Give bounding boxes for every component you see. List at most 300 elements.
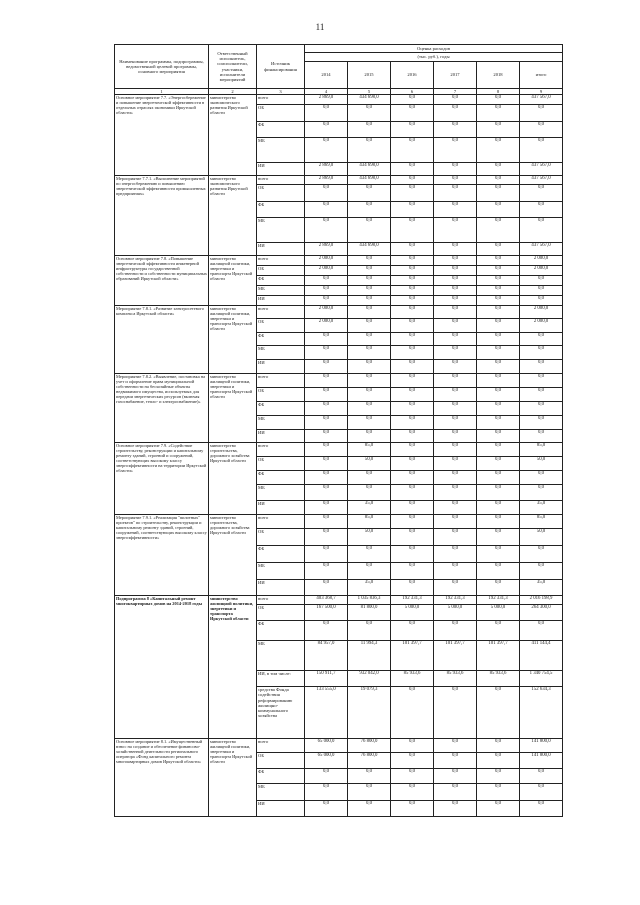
year-value: 0,0 <box>391 416 434 430</box>
year-value: 0,0 <box>305 784 348 801</box>
year-value: 0,0 <box>434 286 477 296</box>
year-value: 0,0 <box>391 138 434 163</box>
year-value: 0,0 <box>305 621 348 641</box>
total-value: 50,0 <box>520 529 563 546</box>
year-value: 0,0 <box>305 515 348 529</box>
total-value: 2 000,0 <box>520 319 563 333</box>
year-value: 0,0 <box>477 163 520 176</box>
funding-source: всего <box>257 515 305 529</box>
year-value: 0,0 <box>477 515 520 529</box>
year-value: 0,0 <box>391 333 434 346</box>
header-source: Источник финансирования <box>257 45 305 89</box>
year-value: 0,0 <box>477 784 520 801</box>
total-value: 1 340 754,5 <box>520 671 563 687</box>
year-value: 192 331,3 <box>391 596 434 605</box>
funding-source: ОБ <box>257 185 305 202</box>
total-value: 0,0 <box>520 388 563 402</box>
year-value: 0,0 <box>434 471 477 485</box>
year-value: 0,0 <box>477 580 520 596</box>
year-value: 150 911,7 <box>305 671 348 687</box>
year-value: 0,0 <box>391 185 434 202</box>
year-value: 0,0 <box>305 122 348 138</box>
year-value: 0,0 <box>391 471 434 485</box>
year-value: 0,0 <box>391 739 434 753</box>
year-value: 2 869,0 <box>305 243 348 256</box>
measure-name: Подпрограмма 8 «Капитальный ремонт многоквартирных домов на 2014-2018 годы <box>115 596 209 739</box>
year-value: 0,0 <box>305 402 348 416</box>
year-value: 0,0 <box>477 739 520 753</box>
year-value: 85 933,6 <box>391 671 434 687</box>
column-number: 1 <box>115 89 209 95</box>
year-value: 0,0 <box>348 485 391 501</box>
year-value: 0,0 <box>391 95 434 105</box>
budget-table <box>114 44 563 817</box>
funding-source: ИИ <box>257 296 305 306</box>
total-value: 0,0 <box>520 286 563 296</box>
year-value: 0,0 <box>348 416 391 430</box>
year-value: 0,0 <box>477 360 520 374</box>
year-value: 0,0 <box>434 402 477 416</box>
year-value: 0,0 <box>391 374 434 388</box>
funding-source: всего <box>257 95 305 105</box>
funding-source: МБ <box>257 641 305 671</box>
year-value: 0,0 <box>434 769 477 784</box>
year-value: 0,0 <box>348 801 391 817</box>
funding-source: МБ <box>257 286 305 296</box>
total-value: 141 800,0 <box>520 753 563 769</box>
year-value: 0,0 <box>434 784 477 801</box>
header-year: 2015 <box>348 62 391 89</box>
year-value: 0,0 <box>348 202 391 218</box>
year-value: 0,0 <box>477 176 520 185</box>
funding-source: ФБ <box>257 546 305 563</box>
total-value: 0,0 <box>520 185 563 202</box>
year-value: 0,0 <box>391 430 434 443</box>
year-value: 0,0 <box>305 388 348 402</box>
year-value: 0,0 <box>391 529 434 546</box>
total-value: 50,0 <box>520 457 563 471</box>
year-value: 0,0 <box>434 443 477 457</box>
total-value: 0,0 <box>520 563 563 580</box>
year-value: 0,0 <box>391 457 434 471</box>
year-value: 0,0 <box>434 546 477 563</box>
year-value: 0,0 <box>434 176 477 185</box>
year-value: 0,0 <box>305 580 348 596</box>
year-value: 101 397,7 <box>477 641 520 671</box>
responsible-executor: министерство строительства, дорожного хозяйства Иркутской области <box>209 515 257 596</box>
year-value: 0,0 <box>477 306 520 319</box>
total-value: 0,0 <box>520 485 563 501</box>
year-value: 0,0 <box>477 286 520 296</box>
year-value: 0,0 <box>305 218 348 243</box>
year-value: 403 368,7 <box>305 596 348 605</box>
year-value: 0,0 <box>305 430 348 443</box>
year-value: 0,0 <box>348 563 391 580</box>
year-value: 2 869,0 <box>305 95 348 105</box>
header-estimate: Оценка расходов <box>305 45 563 53</box>
total-value: 0,0 <box>520 202 563 218</box>
year-value: 0,0 <box>477 202 520 218</box>
year-value: 0,0 <box>348 546 391 563</box>
year-value: 101 397,7 <box>391 641 434 671</box>
total-value: 0,0 <box>520 471 563 485</box>
year-value: 434 698,0 <box>348 163 391 176</box>
total-value: 2 000,0 <box>520 306 563 319</box>
year-value: 0,0 <box>348 105 391 122</box>
year-value: 0,0 <box>434 122 477 138</box>
year-value: 0,0 <box>348 266 391 276</box>
total-value: 2 000,0 <box>520 256 563 266</box>
year-value: 0,0 <box>434 105 477 122</box>
year-value: 0,0 <box>305 471 348 485</box>
header-units: (тыс. руб.), годы <box>305 53 563 62</box>
funding-source: ОБ <box>257 605 305 621</box>
funding-source: ИИ <box>257 243 305 256</box>
year-value: 0,0 <box>391 402 434 416</box>
total-value: 0,0 <box>520 105 563 122</box>
funding-source: всего <box>257 256 305 266</box>
measure-name: Основное мероприятие 7.8. «Повышение энергетической эффективности инженерной инфраструктуры государственной собственности и собственности муниципальных образований Иркутской области» <box>115 256 209 306</box>
year-value: 0,0 <box>477 95 520 105</box>
year-value: 0,0 <box>305 769 348 784</box>
funding-source: ИИ <box>257 580 305 596</box>
year-value: 434 698,0 <box>348 95 391 105</box>
total-value: 411 144,4 <box>520 641 563 671</box>
year-value: 85,0 <box>348 443 391 457</box>
year-value: 0,0 <box>348 430 391 443</box>
funding-source: ФБ <box>257 276 305 286</box>
year-value: 5 000,0 <box>434 605 477 621</box>
responsible-executor: министерство жилищной политики, энергетики и транспорта Иркутской области <box>209 306 257 374</box>
year-value: 0,0 <box>348 185 391 202</box>
year-value: 0,0 <box>477 402 520 416</box>
funding-source: всего <box>257 596 305 605</box>
year-value: 0,0 <box>348 388 391 402</box>
year-value: 2 869,0 <box>305 163 348 176</box>
year-value: 0,0 <box>477 319 520 333</box>
table-row <box>115 739 563 753</box>
funding-source: ФБ <box>257 621 305 641</box>
year-value: 1 035 836,3 <box>348 596 391 605</box>
total-value: 0,0 <box>520 360 563 374</box>
table-row <box>115 306 563 319</box>
table-row <box>115 374 563 388</box>
funding-source: ОБ <box>257 105 305 122</box>
year-value: 0,0 <box>391 753 434 769</box>
column-number: 8 <box>477 89 520 95</box>
year-value: 0,0 <box>391 784 434 801</box>
year-value: 192 331,3 <box>434 596 477 605</box>
column-number: 3 <box>257 89 305 95</box>
funding-source: всего <box>257 443 305 457</box>
year-value: 0,0 <box>434 333 477 346</box>
year-value: 0,0 <box>477 457 520 471</box>
funding-source: МБ <box>257 563 305 580</box>
year-value: 0,0 <box>391 360 434 374</box>
column-number: 9 <box>520 89 563 95</box>
funding-source: ИИ <box>257 501 305 515</box>
year-value: 0,0 <box>348 276 391 286</box>
year-value: 0,0 <box>391 266 434 276</box>
total-value: 2 000,0 <box>520 266 563 276</box>
year-value: 2 000,0 <box>305 319 348 333</box>
measure-name: Мероприятие 7.7.1. «Выполнение мероприятий по энергосбережению и повышению энергетической эффективности промышленных предприятиях» <box>115 176 209 256</box>
funding-source: ФБ <box>257 769 305 784</box>
year-value: 2 000,0 <box>305 266 348 276</box>
year-value: 0,0 <box>348 319 391 333</box>
year-value: 0,0 <box>477 388 520 402</box>
column-number: 7 <box>434 89 477 95</box>
responsible-executor: министерство жилищной политики, энергетики и транспорта Иркутской области <box>209 374 257 443</box>
funding-source: ОБ <box>257 457 305 471</box>
year-value: 0,0 <box>391 296 434 306</box>
year-value: 434 698,0 <box>348 243 391 256</box>
total-value: 0,0 <box>520 218 563 243</box>
year-value: 0,0 <box>434 580 477 596</box>
year-value: 50,0 <box>348 529 391 546</box>
total-value: 437 567,0 <box>520 176 563 185</box>
column-number: 2 <box>209 89 257 95</box>
year-value: 0,0 <box>305 443 348 457</box>
column-number: 6 <box>391 89 434 95</box>
year-value: 0,0 <box>477 563 520 580</box>
funding-source: ИИ <box>257 163 305 176</box>
year-value: 19 079,3 <box>348 687 391 739</box>
year-value: 0,0 <box>391 176 434 185</box>
year-value: 0,0 <box>348 471 391 485</box>
year-value: 0,0 <box>305 296 348 306</box>
year-value: 0,0 <box>305 202 348 218</box>
year-value: 0,0 <box>434 801 477 817</box>
year-value: 0,0 <box>434 416 477 430</box>
header-year: 2014 <box>305 62 348 89</box>
year-value: 0,0 <box>348 402 391 416</box>
year-value: 0,0 <box>391 801 434 817</box>
funding-source: всего <box>257 739 305 753</box>
funding-source: всего <box>257 176 305 185</box>
year-value: 0,0 <box>434 430 477 443</box>
year-value: 0,0 <box>434 515 477 529</box>
year-value: 50,0 <box>348 457 391 471</box>
year-value: 0,0 <box>434 457 477 471</box>
year-value: 0,0 <box>391 256 434 266</box>
year-value: 0,0 <box>434 306 477 319</box>
year-value: 0,0 <box>391 501 434 515</box>
year-value: 0,0 <box>348 374 391 388</box>
funding-source: всего <box>257 306 305 319</box>
year-value: 932 042,0 <box>348 671 391 687</box>
year-value: 0,0 <box>434 163 477 176</box>
header-year: 2017 <box>434 62 477 89</box>
year-value: 0,0 <box>305 276 348 286</box>
year-value: 0,0 <box>477 801 520 817</box>
year-value: 0,0 <box>434 319 477 333</box>
total-value: 0,0 <box>520 546 563 563</box>
year-value: 0,0 <box>434 485 477 501</box>
funding-source: МБ <box>257 416 305 430</box>
measure-name: Мероприятие 7.8.2. «Выявление, постановка на учет и оформление права муниципальной собственности на бесхозяйные объекты недвижимого имущества, используемых для передачи энергетических ресурсов (включая газоснабжение, тепло- и электроснабжение)» <box>115 374 209 443</box>
funding-source: ФБ <box>257 471 305 485</box>
funding-source: ФБ <box>257 202 305 218</box>
year-value: 0,0 <box>477 122 520 138</box>
funding-source: ИИ <box>257 430 305 443</box>
funding-source: МБ <box>257 784 305 801</box>
year-value: 0,0 <box>434 529 477 546</box>
year-value: 0,0 <box>477 266 520 276</box>
year-value: 0,0 <box>477 501 520 515</box>
year-value: 2 000,0 <box>305 306 348 319</box>
year-value: 0,0 <box>391 687 434 739</box>
year-value: 0,0 <box>434 753 477 769</box>
year-value: 0,0 <box>305 563 348 580</box>
total-value: 141 800,0 <box>520 739 563 753</box>
funding-source: всего <box>257 374 305 388</box>
header-year: 2016 <box>391 62 434 89</box>
total-value: 0,0 <box>520 430 563 443</box>
year-value: 0,0 <box>391 769 434 784</box>
year-value: 0,0 <box>305 333 348 346</box>
measure-name: Основное мероприятие 7.7. «Энергосбережение и повышение энергетической эффективности в отдельных отраслях экономики Иркутской области» <box>115 95 209 176</box>
year-value: 0,0 <box>348 218 391 243</box>
responsible-executor: министерство экономического развития Иркутской области <box>209 176 257 256</box>
table-row <box>115 256 563 266</box>
total-value: 0,0 <box>520 296 563 306</box>
year-value: 0,0 <box>391 515 434 529</box>
year-value: 35,0 <box>348 580 391 596</box>
year-value: 0,0 <box>391 485 434 501</box>
year-value: 0,0 <box>434 739 477 753</box>
year-value: 0,0 <box>348 346 391 360</box>
year-value: 0,0 <box>434 374 477 388</box>
header-total: итого <box>520 62 563 89</box>
year-value: 0,0 <box>477 243 520 256</box>
year-value: 0,0 <box>348 256 391 266</box>
year-value: 0,0 <box>391 306 434 319</box>
year-value: 0,0 <box>477 416 520 430</box>
year-value: 0,0 <box>477 471 520 485</box>
total-value: 0,0 <box>520 276 563 286</box>
total-value: 437 567,0 <box>520 163 563 176</box>
table-header <box>115 45 563 95</box>
year-value: 0,0 <box>348 286 391 296</box>
year-value: 0,0 <box>305 346 348 360</box>
year-value: 5 000,0 <box>391 605 434 621</box>
column-number: 5 <box>348 89 391 95</box>
year-value: 0,0 <box>477 621 520 641</box>
table-row <box>115 515 563 529</box>
year-value: 0,0 <box>477 185 520 202</box>
total-value: 264 300,0 <box>520 605 563 621</box>
year-value: 0,0 <box>477 256 520 266</box>
year-value: 0,0 <box>305 138 348 163</box>
total-value: 0,0 <box>520 416 563 430</box>
funding-source: ОБ <box>257 266 305 276</box>
year-value: 0,0 <box>391 122 434 138</box>
table-row <box>115 95 563 105</box>
year-value: 11 994,3 <box>348 641 391 671</box>
year-value: 0,0 <box>434 687 477 739</box>
header-year: 2018 <box>477 62 520 89</box>
year-value: 192 331,3 <box>477 596 520 605</box>
year-value: 0,0 <box>305 546 348 563</box>
table-row <box>115 176 563 185</box>
total-value: 437 567,0 <box>520 95 563 105</box>
table-row <box>115 596 563 605</box>
year-value: 0,0 <box>348 360 391 374</box>
total-value: 0,0 <box>520 374 563 388</box>
year-value: 0,0 <box>434 266 477 276</box>
year-value: 0,0 <box>434 243 477 256</box>
responsible-executor: министерство жилищной политики, энергетики и транспорта Иркутской области <box>209 256 257 306</box>
year-value: 0,0 <box>305 360 348 374</box>
measure-name: Основное мероприятие 7.9. «Содействие строительству, реконструкции и капитальному ремонту зданий, строений и сооружений, соответствующих высокому классу энергоэффективности на территории Иркутской области» <box>115 443 209 515</box>
funding-source: МБ <box>257 218 305 243</box>
funding-source: ФБ <box>257 122 305 138</box>
total-value: 35,0 <box>520 580 563 596</box>
year-value: 434 698,0 <box>348 176 391 185</box>
year-value: 0,0 <box>391 105 434 122</box>
funding-source: ФБ <box>257 402 305 416</box>
year-value: 81 800,0 <box>348 605 391 621</box>
year-value: 0,0 <box>305 485 348 501</box>
year-value: 0,0 <box>348 138 391 163</box>
year-value: 0,0 <box>477 546 520 563</box>
year-value: 35,0 <box>348 501 391 515</box>
measure-name: Мероприятие 7.9.1. «Реализация "пилотных" проектов" по строительству, реконструкции и капитальному ремонту зданий, строений, сооружений, соответствующих высокому классу энергоэффективности» <box>115 515 209 596</box>
total-value: 85,0 <box>520 443 563 457</box>
year-value: 0,0 <box>434 138 477 163</box>
measure-name: Основное мероприятие 8.1. «Имущественный взнос на создание и обеспечение финансово-хозяйственной деятельности регионального оператора «Фонд капитального ремонта многоквартирных домов Иркутской области» <box>115 739 209 817</box>
funding-source: МБ <box>257 346 305 360</box>
year-value: 0,0 <box>348 784 391 801</box>
total-value: 0,0 <box>520 784 563 801</box>
total-value: 152 634,3 <box>520 687 563 739</box>
year-value: 65 000,0 <box>305 739 348 753</box>
year-value: 0,0 <box>477 218 520 243</box>
year-value: 0,0 <box>391 388 434 402</box>
year-value: 85 933,6 <box>477 671 520 687</box>
year-value: 85,0 <box>348 515 391 529</box>
year-value: 0,0 <box>434 276 477 286</box>
year-value: 0,0 <box>434 296 477 306</box>
year-value: 5 000,0 <box>477 605 520 621</box>
year-value: 0,0 <box>391 563 434 580</box>
funding-source: ИИ <box>257 360 305 374</box>
year-value: 0,0 <box>391 243 434 256</box>
funding-source: средства Фонда содействия реформированию жилищно-коммунального хозяйства <box>257 687 305 739</box>
year-value: 0,0 <box>348 769 391 784</box>
year-value: 0,0 <box>434 388 477 402</box>
year-value: 0,0 <box>391 163 434 176</box>
year-value: 0,0 <box>391 621 434 641</box>
year-value: 0,0 <box>477 346 520 360</box>
year-value: 0,0 <box>391 202 434 218</box>
year-value: 0,0 <box>477 138 520 163</box>
year-value: 85 933,6 <box>434 671 477 687</box>
year-value: 0,0 <box>305 457 348 471</box>
year-value: 0,0 <box>305 286 348 296</box>
year-value: 167 500,0 <box>305 605 348 621</box>
header-responsible: Ответственный исполнитель, соисполнители, участники, исполнители мероприятий <box>209 45 257 89</box>
year-value: 0,0 <box>434 501 477 515</box>
year-value: 0,0 <box>305 501 348 515</box>
year-value: 0,0 <box>305 185 348 202</box>
year-value: 0,0 <box>391 286 434 296</box>
year-value: 0,0 <box>434 621 477 641</box>
funding-source: ИИ <box>257 801 305 817</box>
year-value: 0,0 <box>434 95 477 105</box>
total-value: 0,0 <box>520 801 563 817</box>
